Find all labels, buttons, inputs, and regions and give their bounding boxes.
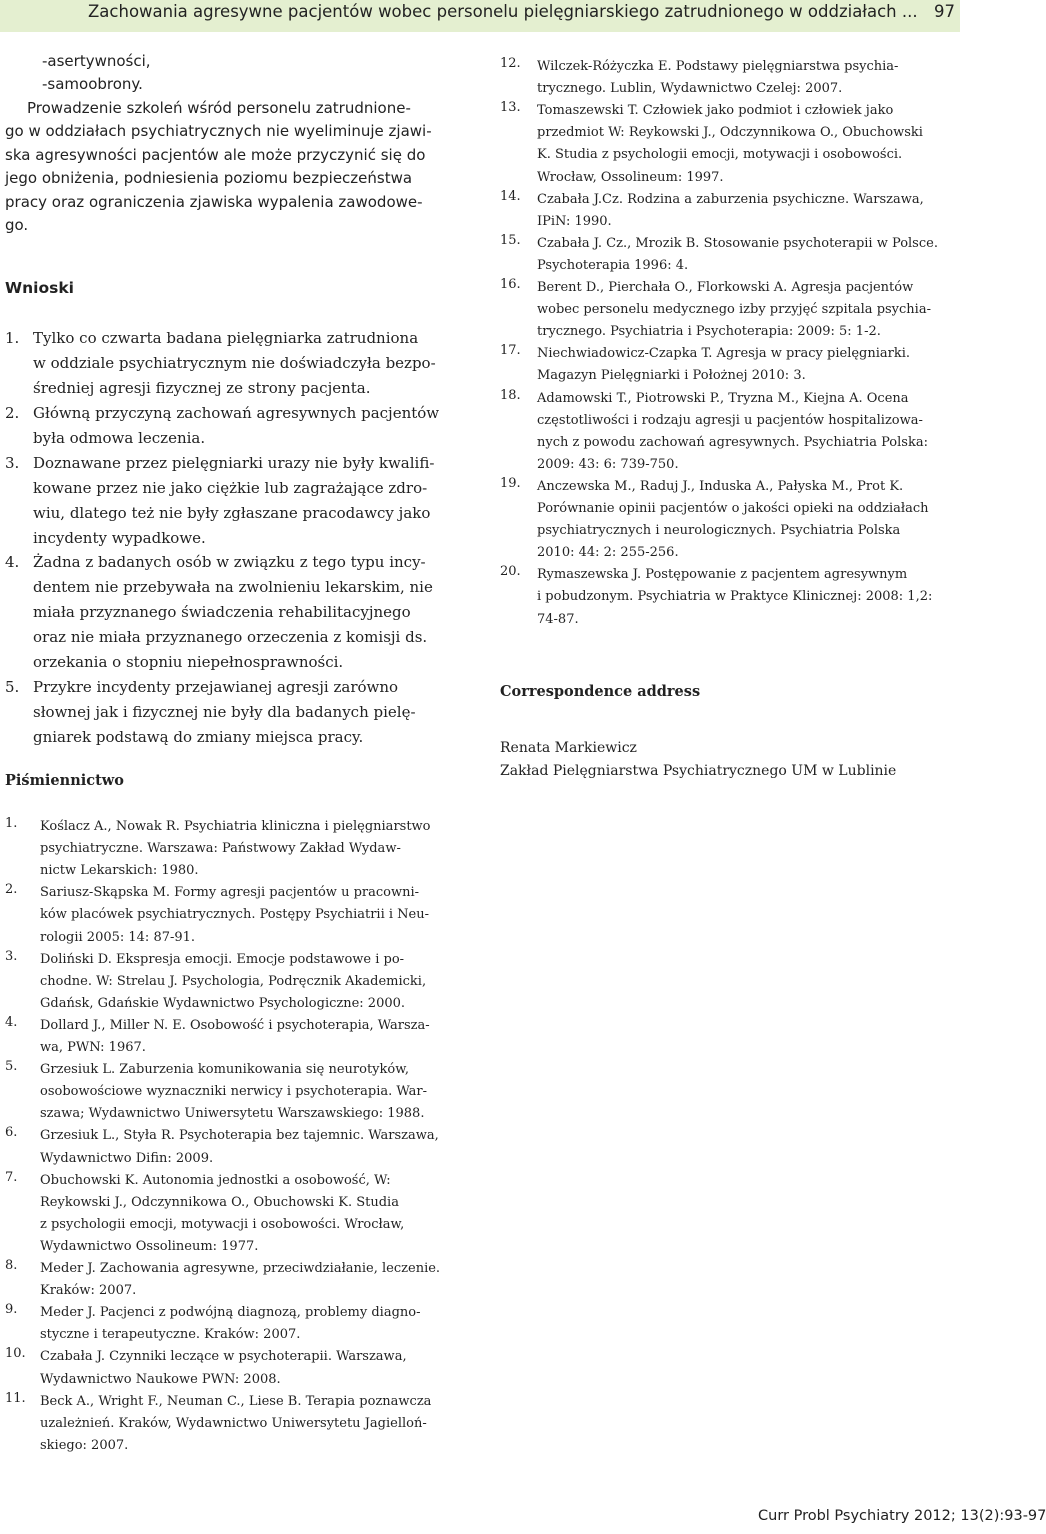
journal-citation: Curr Probl Psychiatry 2012; 13(2):93-97 xyxy=(758,1508,1046,1524)
reference-line: Psychoterapia 1996: 4. xyxy=(537,257,689,273)
reference-line: Obuchowski K. Autonomia jednostki a osobowość, W: xyxy=(40,1172,391,1188)
reference-line: częstotliwości i rodzaju agresji u pacjentów hospitalizowa- xyxy=(537,412,923,428)
reference-line: uzależnień. Kraków, Wydawnictwo Uniwersytetu Jagielloń- xyxy=(40,1415,427,1431)
running-title: Zachowania agresywne pacjentów wobec personelu pielęgniarskiego zatrudnionego w oddziałach ... xyxy=(88,2,918,21)
conclusion-line: w oddziale psychiatrycznym nie doświadczyła bezpo- xyxy=(33,354,436,372)
page-number: 97 xyxy=(934,2,955,21)
conclusion-line: gniarek podstawą do zmiany miejsca pracy. xyxy=(33,728,364,746)
reference-line: Reykowski J., Odczynnikowa O., Obuchowski K. Studia xyxy=(40,1194,399,1210)
paragraph-line: ska agresywności pacjentów ale może przyczynić się do xyxy=(5,146,426,164)
reference-line: wobec personelu medycznego izby przyjęć szpitala psychia- xyxy=(537,302,931,318)
reference-line: Meder J. Zachowania agresywne, przeciwdziałanie, leczenie. xyxy=(40,1261,441,1276)
reference-line: rologii 2005: 14: 87-91. xyxy=(40,929,196,945)
reference-number: 14. xyxy=(500,188,521,204)
reference-line: psychiatrycznych i neurologicznych. Psychiatria Polska xyxy=(537,523,901,539)
reference-line: Adamowski T., Piotrowski P., Tryzna M., Kiejna A. Ocena xyxy=(537,390,909,406)
conclusion-line: dentem nie przebywała na zwolnieniu lekarskim, nie xyxy=(33,578,433,596)
reference-line: Czabała J. Czynniki leczące w psychoterapii. Warszawa, xyxy=(40,1349,407,1365)
reference-number: 18. xyxy=(500,387,521,403)
reference-line: osobowościowe wyznaczniki nerwicy i psychoterapia. War- xyxy=(40,1084,427,1100)
conclusion-number: 1. xyxy=(5,329,20,347)
reference-line: Meder J. Pacjenci z podwójną diagnozą, problemy diagno- xyxy=(40,1305,421,1321)
reference-line: Berent D., Pierchała O., Florkowski A. Agresja pacjentów xyxy=(537,280,914,295)
reference-number: 1. xyxy=(5,816,18,831)
reference-line: K. Studia z psychologii emocji, motywacji i osobowości. xyxy=(537,147,903,163)
paragraph-line: go. xyxy=(5,216,29,234)
reference-number: 15. xyxy=(500,232,521,248)
author-name: Renata Markiewicz xyxy=(500,740,637,756)
reference-number: 8. xyxy=(5,1258,18,1273)
reference-line: 74-87. xyxy=(537,611,579,627)
reference-number: 7. xyxy=(5,1169,18,1185)
conclusion-line: wiu, dlatego też nie były zgłaszane pracodawcy jako xyxy=(33,504,431,522)
conclusion-line: miała przyznanego świadczenia rehabilitacyjnego xyxy=(33,603,411,621)
reference-line: wa, PWN: 1967. xyxy=(40,1040,146,1055)
conclusion-line: Doznawane przez pielęgniarki urazy nie były kwalifi- xyxy=(33,454,435,472)
reference-number: 6. xyxy=(5,1125,18,1141)
author-affiliation: Zakład Pielęgniarstwa Psychiatrycznego UM w Lublinie xyxy=(500,763,897,779)
reference-number: 11. xyxy=(5,1390,26,1406)
reference-line: Grzesiuk L. Zaburzenia komunikowania się neurotyków, xyxy=(40,1062,409,1078)
paragraph-line: go w oddziałach psychiatrycznych nie wyeliminuje zjawi- xyxy=(5,122,432,140)
correspondence-heading: Correspondence address xyxy=(500,683,701,700)
reference-line: nictw Lekarskich: 1980. xyxy=(40,863,199,879)
conclusion-line: Żadna z badanych osób w związku z tego typu incy- xyxy=(33,553,426,571)
reference-line: ków placówek psychiatrycznych. Postępy Psychiatrii i Neu- xyxy=(40,907,429,923)
reference-number: 17. xyxy=(500,343,521,359)
reference-line: Grzesiuk L., Styła R. Psychoterapia bez tajemnic. Warszawa, xyxy=(40,1128,439,1144)
conclusion-line: kowane przez nie jako ciężkie lub zagrażające zdro- xyxy=(33,479,428,497)
reference-line: trycznego. Psychiatria i Psychoterapia: 2009: 5: 1-2. xyxy=(537,324,881,340)
reference-line: Wilczek-Różyczka E. Podstawy pielęgniarstwa psychia- xyxy=(537,59,899,74)
list-item: -asertywności, xyxy=(42,52,151,70)
reference-number: 13. xyxy=(500,100,521,116)
reference-line: Porównanie opinii pacjentów o jakości opieki na oddziałach xyxy=(537,501,929,516)
reference-line: Wydawnictwo Ossolineum: 1977. xyxy=(40,1238,259,1254)
conclusion-line: incydenty wypadkowe. xyxy=(33,529,206,547)
reference-line: Tomaszewski T. Człowiek jako podmiot i człowiek jako xyxy=(537,103,894,119)
conclusion-line: słownej jak i fizycznej nie były dla badanych pielę- xyxy=(33,703,416,721)
reference-number: 2. xyxy=(5,882,18,898)
conclusion-number: 2. xyxy=(5,404,20,422)
conclusion-number: 4. xyxy=(5,553,20,571)
paragraph-line: jego obniżenia, podniesienia poziomu bezpieczeństwa xyxy=(5,169,413,187)
reference-line: chodne. W: Strelau J. Psychologia, Podręcznik Akademicki, xyxy=(40,973,427,989)
conclusion-line: średniej agresji fizycznej ze strony pacjenta. xyxy=(33,379,371,397)
conclusion-line: Główną przyczyną zachowań agresywnych pacjentów xyxy=(33,404,440,422)
conclusion-line: orzekania o stopniu niepełnosprawności. xyxy=(33,653,344,671)
reference-line: i pobudzonym. Psychiatria w Praktyce Klinicznej: 2008: 1,2: xyxy=(537,589,933,605)
reference-line: Anczewska M., Raduj J., Induska A., Pałyska M., Prot K. xyxy=(537,478,904,494)
reference-line: szawa; Wydawnictwo Uniwersytetu Warszawskiego: 1988. xyxy=(40,1106,425,1122)
reference-line: Wrocław, Ossolineum: 1997. xyxy=(537,169,724,185)
conclusion-number: 3. xyxy=(5,454,20,472)
reference-line: skiego: 2007. xyxy=(40,1437,129,1453)
reference-number: 19. xyxy=(500,475,521,491)
reference-line: Rymaszewska J. Postępowanie z pacjentem agresywnym xyxy=(537,567,908,583)
reference-line: trycznego. Lublin, Wydawnictwo Czelej: 2007. xyxy=(537,81,843,97)
reference-line: Doliński D. Ekspresja emocji. Emocje podstawowe i po- xyxy=(40,951,405,967)
reference-line: Magazyn Pielęgniarki i Położnej 2010: 3. xyxy=(537,368,806,384)
reference-number: 12. xyxy=(500,56,521,71)
reference-line: przedmiot W: Reykowski J., Odczynnikowa O., Obuchowski xyxy=(537,125,923,141)
reference-line: Beck A., Wright F., Neuman C., Liese B. Terapia poznawcza xyxy=(40,1393,432,1409)
reference-number: 5. xyxy=(5,1059,18,1075)
conclusion-line: była odmowa leczenia. xyxy=(33,429,206,447)
references-heading: Piśmiennictwo xyxy=(5,772,124,789)
reference-line: z psychologii emocji, motywacji i osobowości. Wrocław, xyxy=(40,1216,405,1232)
reference-line: Wydawnictwo Naukowe PWN: 2008. xyxy=(40,1371,281,1387)
reference-number: 10. xyxy=(5,1346,26,1362)
conclusion-line: oraz nie miała przyznanego orzeczenia z komisji ds. xyxy=(33,628,428,646)
section-heading: Wnioski xyxy=(5,279,74,297)
paragraph-line: Prowadzenie szkoleń wśród personelu zatrudnione- xyxy=(27,99,411,117)
reference-number: 4. xyxy=(5,1014,18,1030)
reference-line: Koślacz A., Nowak R. Psychiatria kliniczna i pielęgniarstwo xyxy=(40,819,431,834)
reference-number: 9. xyxy=(5,1302,18,1318)
reference-number: 3. xyxy=(5,948,18,964)
reference-line: Kraków: 2007. xyxy=(40,1283,137,1299)
running-header xyxy=(0,0,960,32)
reference-line: nych z powodu zachowań agresywnych. Psychiatria Polska: xyxy=(537,434,928,450)
reference-line: Niechwiadowicz-Czapka T. Agresja w pracy pielęgniarki. xyxy=(537,346,911,362)
reference-line: Wydawnictwo Difin: 2009. xyxy=(40,1150,214,1166)
list-item: -samoobrony. xyxy=(42,75,143,93)
reference-line: IPiN: 1990. xyxy=(537,213,612,229)
conclusion-line: Tylko co czwarta badana pielęgniarka zatrudniona xyxy=(33,329,419,347)
reference-line: Czabała J.Cz. Rodzina a zaburzenia psychiczne. Warszawa, xyxy=(537,191,924,207)
reference-line: Czabała J. Cz., Mrozik B. Stosowanie psychoterapii w Polsce. xyxy=(537,235,938,251)
conclusion-number: 5. xyxy=(5,678,20,696)
conclusion-line: Przykre incydenty przejawianej agresji zarówno xyxy=(33,678,399,696)
reference-line: Gdańsk, Gdańskie Wydawnictwo Psychologiczne: 2000. xyxy=(40,995,406,1011)
paragraph-line: pracy oraz ograniczenia zjawiska wypalenia zawodowe- xyxy=(5,193,423,211)
reference-line: psychiatryczne. Warszawa: Państwowy Zakład Wydaw- xyxy=(40,841,401,857)
reference-line: Dollard J., Miller N. E. Osobowość i psychoterapia, Warsza- xyxy=(40,1017,430,1033)
reference-line: styczne i terapeutyczne. Kraków: 2007. xyxy=(40,1327,301,1343)
reference-line: Sariusz-Skąpska M. Formy agresji pacjentów u pracowni- xyxy=(40,885,420,901)
reference-number: 20. xyxy=(500,564,521,580)
reference-number: 16. xyxy=(500,277,521,292)
reference-line: 2009: 43: 6: 739-750. xyxy=(537,456,679,472)
reference-line: 2010: 44: 2: 255-256. xyxy=(537,545,679,561)
